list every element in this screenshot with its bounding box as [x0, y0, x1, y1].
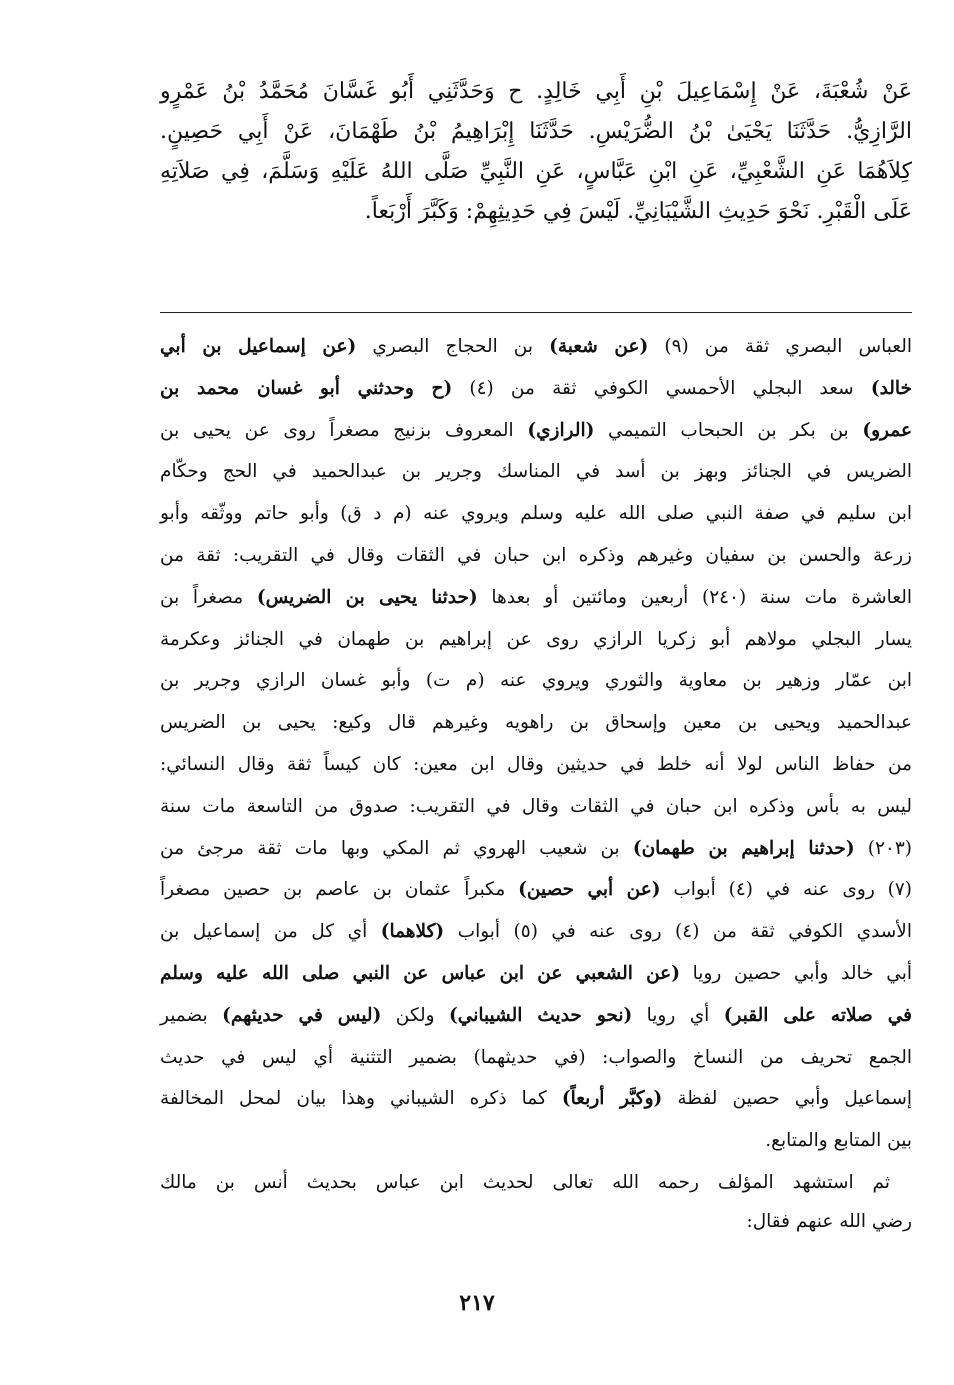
- commentary-line: [160, 702, 912, 744]
- commentary-segment: الجمع تحريف من النساخ والصواب: (في حديثهما) بضمير التثنية أي ليس في حديث: [160, 1046, 912, 1068]
- commentary-segment: ابن سليم في صفة النبي صلى الله عليه وسلم ويروي عنه (م د ق) وأبو حاتم ووثّقه وأبو: [160, 503, 912, 525]
- commentary-line: [160, 828, 912, 870]
- commentary-segment: بن الحجاج البصري: [356, 336, 550, 357]
- quoted-phrase: (عن أبي حصين): [518, 879, 661, 901]
- quoted-phrase: خالد): [870, 377, 912, 399]
- commentary-line: [160, 786, 912, 828]
- commentary-line: [160, 1120, 912, 1162]
- commentary-line: رضي الله عنهم فقال:: [746, 1211, 912, 1232]
- commentary-segment: بن بكر بن الحبحاب التميمي: [594, 419, 863, 441]
- quoted-phrase: في صلاته على القبر): [723, 1004, 912, 1026]
- footnote-divider: [160, 312, 912, 313]
- commentary-segment: ليس به بأس وذكره ابن حبان في الثقات وقال في التقريب: صدوق من التاسعة مات سنة: [160, 795, 912, 817]
- hadith-text: [160, 72, 912, 232]
- commentary-segment: أي رويا: [632, 1004, 724, 1026]
- commentary-line: ثم استشهد المؤلف رحمه الله تعالى لحديث ابن عباس بحديث أنس بن مالك: [160, 1172, 890, 1193]
- quoted-phrase: (الرازي): [527, 419, 595, 441]
- commentary-segment: مكبراً عثمان بن عاصم بن حصين مصغراً: [160, 879, 519, 901]
- commentary-segment: سعد البجلي الأحمسي الكوفي ثقة من (٤): [452, 377, 871, 399]
- commentary-segment: مصغراً بن: [160, 586, 257, 608]
- commentary-line: [160, 869, 912, 911]
- quoted-phrase: (نحو حديث الشيباني): [449, 1004, 633, 1026]
- commentary-line: [160, 619, 912, 661]
- commentary-line: [160, 1078, 912, 1120]
- commentary-segment: أبي خالد وأبي حصين رويا: [679, 962, 912, 984]
- commentary-segment: بن شعيب الهروي ثم المكي وبها مات ثقة مرجئ من: [160, 837, 633, 859]
- commentary-segment: كما ذكره الشيباني وهذا بيان لمحل المخالفة: [160, 1088, 562, 1110]
- quoted-phrase: (عن شعبة): [549, 336, 649, 357]
- commentary-segment: أي كل من إسماعيل بن: [160, 921, 381, 943]
- commentary-segment: ولكن: [381, 1004, 450, 1026]
- commentary-segment: (٧) روى عنه في (٤) أبواب: [660, 879, 912, 901]
- hadith-line: الرَّازِيُّ. حَدَّثَنَا يَحْيَىٰ بْنُ الضُّرَيْسِ. حَدَّثَنَا إِبْرَاهِيمُ بْنُ طَهْمَانَ، عَنْ أَبِي حَصِينٍ.: [160, 119, 912, 144]
- quoted-phrase: (حدثنا يحيى بن الضريس): [256, 586, 478, 608]
- commentary-segment: من حفاظ الناس لولا أنه خلط في حديثين وقال ابن معين: كان كيساً ثقة وقال النسائي:: [160, 753, 912, 775]
- commentary-line: [160, 368, 912, 410]
- commentary-segment: زرعة والحسن بن سفيان وغيرهم وذكره ابن حبان في الثقات وقال في التقريب: ثقة من: [160, 544, 912, 566]
- commentary-line: [160, 660, 912, 702]
- commentary-line: [160, 911, 912, 953]
- commentary-segment: ابن عمّار وزهير بن معاوية والثوري ويروي عنه (م ت) وأبو غسان الرازي وجرير بن: [160, 670, 912, 692]
- commentary-segment: إسماعيل وأبي حصين لفظة: [662, 1088, 912, 1110]
- hadith-line: كِلاَهُمَا عَنِ الشَّعْبِيِّ، عَنِ ابْنِ عَبَّاسٍ، عَنِ النَّبِيِّ صَلَّى اللهُ عَلَيْهِ وَسَلَّمَ، فِي صَلاَتِهِ: [160, 159, 912, 184]
- quoted-phrase: (عن الشعبي عن ابن عباس عن النبي صلى الله عليه وسلم: [160, 962, 680, 984]
- commentary-line: [160, 1037, 912, 1079]
- page-number: ٢١٧: [459, 1290, 495, 1316]
- commentary-segment: (٢٠٣): [854, 837, 913, 859]
- commentary-line: [160, 744, 912, 786]
- quoted-phrase: (ليس في حديثهم): [222, 1004, 382, 1026]
- commentary-line: [160, 410, 912, 452]
- quoted-phrase: (عن إسماعيل بن أبي: [160, 336, 357, 357]
- commentary-line: [160, 995, 912, 1037]
- hadith-line: عَنْ شُعْبَةَ، عَنْ إِسْمَاعِيلَ بْنِ أَبِي خَالِدٍ. ح وَحَدَّثَنِي أَبُو غَسَّانَ مُحَمَّدُ بْنُ عَمْرٍو: [160, 79, 912, 104]
- commentary-line: [160, 535, 912, 577]
- commentary-segment: بين المتابع والمتابع.: [765, 1130, 912, 1152]
- quoted-phrase: (كلاهما): [380, 921, 445, 943]
- commentary-segment: العباس البصري ثقة من (٩): [648, 336, 912, 357]
- commentary-segment: الأسدي الكوفي ثقة من (٤) روى عنه في (٥) أبواب: [444, 921, 912, 943]
- commentary-closing-paragraph: [160, 1163, 912, 1241]
- quoted-phrase: (وكبَّر أربعاً): [561, 1088, 663, 1110]
- commentary-line: [160, 953, 912, 995]
- commentary-segment: الضريس في الجنائز وبهز بن أسد في المناسك وجرير بن عبدالحميد في الحج وحكّام: [160, 461, 912, 483]
- commentary-segment: عبدالحميد ويحيى بن معين وإسحاق بن راهويه وغيرهم قال وكيع: يحيى بن الضريس: [160, 712, 912, 734]
- commentary-segment: بضمير: [160, 1004, 223, 1026]
- commentary-line: [160, 326, 912, 368]
- hadith-line: عَلَى الْقَبْرِ. نَحْوَ حَدِيثِ الشَّيْبَانِيِّ. لَيْسَ فِي حَدِيثِهِمْ: وَكَبَّرَ أَرْبَعاً.: [364, 199, 912, 224]
- commentary-line: [160, 577, 912, 619]
- commentary-segment: يسار البجلي مولاهم أبو زكريا الرازي روى عن إبراهيم بن طهمان في الجنائز وعكرمة: [160, 628, 912, 650]
- quoted-phrase: عمرو): [862, 419, 912, 441]
- quoted-phrase: (ح وحدثني أبو غسان محمد بن: [160, 377, 453, 399]
- commentary-line: [160, 493, 912, 535]
- quoted-phrase: (حدثنا إبراهيم بن طهمان): [632, 837, 855, 859]
- commentary-segment: العاشرة مات سنة (٢٤٠) أربعين ومائتين أو بعدها: [477, 586, 912, 608]
- commentary-line: [160, 451, 912, 493]
- commentary-segment: المعروف بزنيج مصغراً روى عن يحيى بن: [160, 419, 528, 441]
- commentary-text: [160, 326, 912, 1162]
